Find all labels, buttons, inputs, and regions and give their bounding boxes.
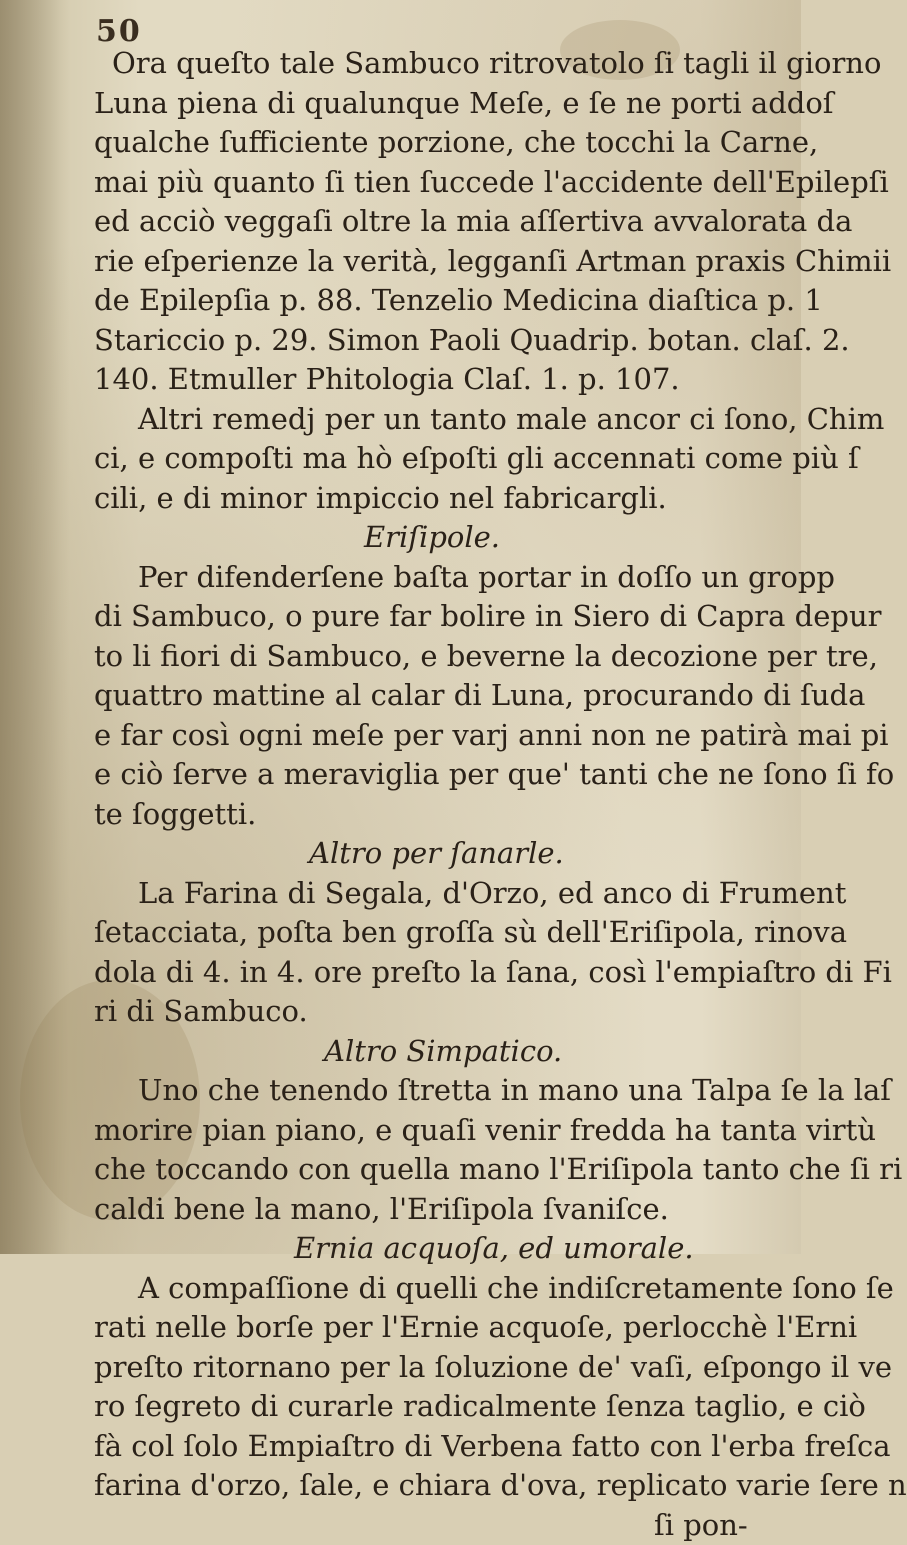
text-line: Ora queſto tale Sambuco ritrovatolo ſi tagli il giorno	[94, 44, 794, 84]
text-line: dola di 4. in 4. ore preſto la ſana, così l'empiaſtro di Fi	[94, 953, 794, 993]
section-heading: Eriſipole.	[94, 518, 794, 558]
text-line: rati nelle borſe per l'Ernie acquoſe, perlocchè l'Erni	[94, 1308, 794, 1348]
text-line: ri di Sambuco.	[94, 992, 794, 1032]
text-line: e far così ogni meſe per varj anni non ne patirà mai pi	[94, 716, 794, 756]
text-line: quattro mattine al calar di Luna, procurando di ſuda	[94, 676, 794, 716]
text-line: mai più quanto ſi tien ſuccede l'accidente dell'Epilepſi	[94, 163, 794, 203]
text-line: farina d'orzo, ſale, e chiara d'ova, replicato varie ſere n	[94, 1466, 794, 1506]
text-line: qualche ſufficiente porzione, che tocchi la Carne,	[94, 123, 794, 163]
text-line: Luna piena di qualunque Meſe, e ſe ne porti addoſ	[94, 84, 794, 124]
text-line: Stariccio p. 29. Simon Paoli Quadrip. botan. claſ. 2.	[94, 321, 794, 361]
text-line: caldi bene la mano, l'Eriſipola ſvaniſce.	[94, 1190, 794, 1230]
page-number: 50	[96, 14, 142, 49]
text-line: te ſoggetti.	[94, 795, 794, 835]
text-line: e ciò ſerve a meraviglia per que' tanti che ne ſono ſi fo	[94, 755, 794, 795]
text-line: La Farina di Segala, d'Orzo, ed anco di Frument	[94, 874, 794, 914]
text-line: A compaſſione di quelli che indiſcretamente ſono ſe	[94, 1269, 794, 1309]
section-heading: Ernia acquoſa, ed umorale.	[94, 1229, 794, 1269]
text-line: to li fiori di Sambuco, e beverne la decozione per tre,	[94, 637, 794, 677]
section-heading: Altro Simpatico.	[94, 1032, 794, 1072]
page-text	[94, 44, 794, 1545]
text-line: rie eſperienze la verità, legganſi Artman praxis Chimii	[94, 242, 794, 282]
text-line: che toccando con quella mano l'Eriſipola tanto che ſi ri	[94, 1150, 794, 1190]
text-line: ci, e compoſti ma hò eſpoſti gli accennati come più ſ	[94, 439, 794, 479]
text-line: morire pian piano, e quaſi venir fredda ha tanta virtù	[94, 1111, 794, 1151]
text-line: ed acciò veggaſi oltre la mia aſſertiva avvalorata da	[94, 202, 794, 242]
text-line: Uno che tenendo ſtretta in mano una Talpa ſe la laſ	[94, 1071, 794, 1111]
text-line: fà col ſolo Empiaſtro di Verbena fatto con l'erba freſca	[94, 1427, 794, 1467]
text-line: ſetacciata, poſta ben groſſa sù dell'Eriſipola, rinova	[94, 913, 794, 953]
text-line: de Epilepſia p. 88. Tenzelio Medicina diaſtica p. 1	[94, 281, 794, 321]
text-line: 140. Etmuller Phitologia Claſ. 1. p. 107.	[94, 360, 794, 400]
text-line: ro ſegreto di curarle radicalmente ſenza taglio, e ciò	[94, 1387, 794, 1427]
text-line: cili, e di minor impiccio nel fabricargli.	[94, 479, 794, 519]
section-heading: Altro per ſanarle.	[94, 834, 794, 874]
text-line: di Sambuco, o pure far bolire in Siero di Capra depur	[94, 597, 794, 637]
catchword: ſi pon-	[94, 1506, 794, 1545]
text-line: preſto ritornano per la ſoluzione de' vaſi, eſpongo il ve	[94, 1348, 794, 1388]
text-line: Altri remedj per un tanto male ancor ci ſono, Chim	[94, 400, 794, 440]
text-line: Per difenderſene baſta portar in doſſo un gropp	[94, 558, 794, 598]
